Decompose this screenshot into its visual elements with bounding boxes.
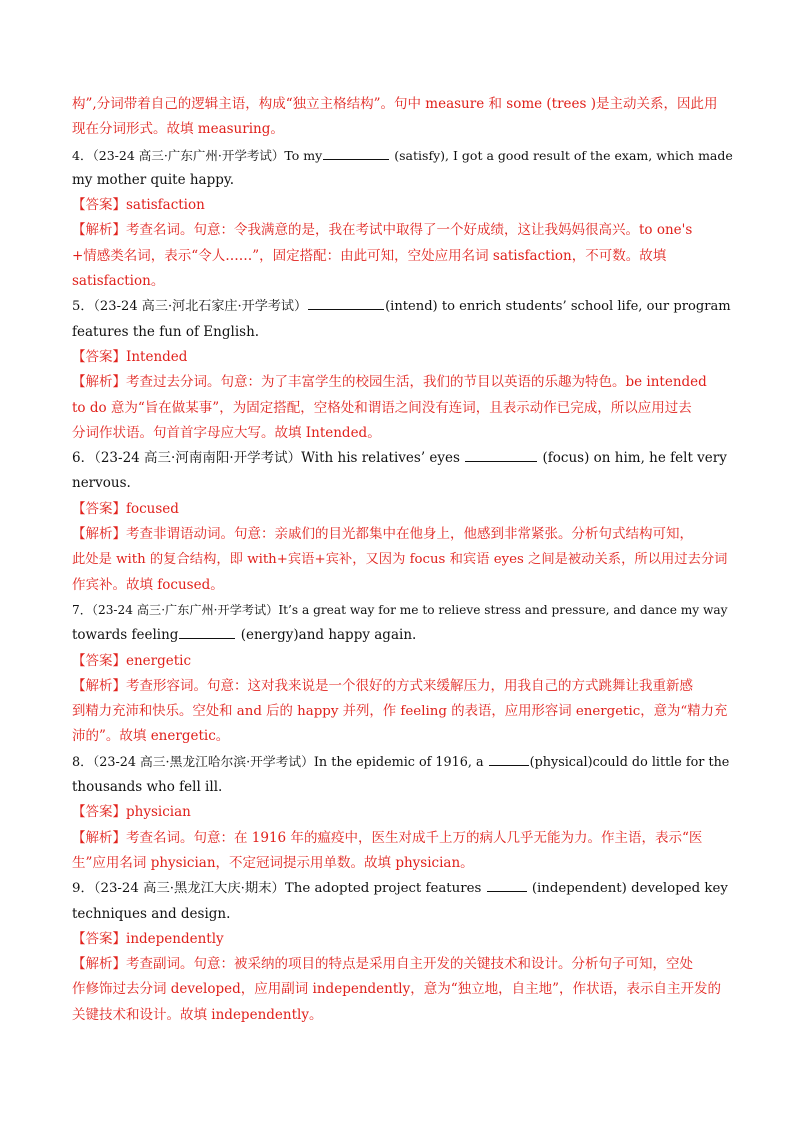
intro-line-2: 现在分词形式。故填 measuring。 bbox=[72, 121, 284, 138]
answer-blank bbox=[323, 145, 389, 160]
answer-line: 【答案】Intended bbox=[72, 348, 188, 365]
answer-blank bbox=[308, 295, 384, 310]
analysis-line: 【解析】考查形容词。句意：这对我来说是一个很好的方式来缓解压力，用我自己的方式跳舞让我重新感 bbox=[72, 677, 693, 694]
analysis-line: 【解析】考查过去分词。句意：为了丰富学生的校园生活，我们的节目以英语的乐趣为特色。be intended bbox=[72, 374, 707, 391]
question-block bbox=[72, 598, 728, 750]
analysis-line: 到精力充沛和快乐。空处和 and 后的 happy 并列，作 feeling 的表语，应用形容词 energetic，意为“精力充 bbox=[72, 704, 728, 720]
answer-blank bbox=[465, 447, 537, 462]
question-line: 7．（23-24 高三·广东广州·开学考试）It’s a great way for me to relieve stress and pressure, and dance my way bbox=[72, 602, 728, 617]
answer-line: 【答案】energetic bbox=[72, 652, 192, 669]
question-block bbox=[72, 446, 728, 598]
analysis-line: 作宾补。故填 focused。 bbox=[72, 576, 224, 593]
analysis-line: to do 意为“旨在做某事”，为固定搭配，空格处和谓语之间没有连词，且表示动作已完成，所以应用过去 bbox=[72, 399, 692, 416]
question-block bbox=[72, 143, 733, 295]
analysis-line: 生”应用名词 physician，不定冠词提示用单数。故填 physician。 bbox=[72, 854, 474, 871]
answer-line: 【答案】focused bbox=[72, 500, 179, 517]
question-block bbox=[72, 750, 728, 876]
analysis-line: 沛的”。故填 energetic。 bbox=[72, 728, 230, 745]
question-line: towards feeling (energy)and happy again. bbox=[72, 623, 728, 648]
answer-blank bbox=[179, 624, 235, 639]
analysis-line: satisfaction。 bbox=[72, 273, 165, 290]
analysis-line: +情感类名词，表示“令人……”，固定搭配：由此可知，空处应用名词 satisfaction，不可数。故填 bbox=[72, 247, 667, 264]
analysis-line: 关键技术和设计。故填 independently。 bbox=[72, 1006, 323, 1023]
question-line: my mother quite happy. bbox=[72, 171, 235, 188]
answer-line: 【答案】physician bbox=[72, 804, 191, 821]
answer-line: 【答案】satisfaction bbox=[72, 197, 205, 214]
analysis-line: 作修饰过去分词 developed，应用副词 independently，意为“独立地，自主地”，作状语，表示自主开发的 bbox=[72, 981, 722, 998]
analysis-line: 分词作状语。句首首字母应大写。故填 Intended。 bbox=[72, 424, 381, 441]
analysis-line: 【解析】考查名词。句意：令我满意的是，我在考试中取得了一个好成绩，这让我妈妈很高兴。to one's bbox=[72, 222, 693, 239]
question-line: features the fun of English. bbox=[72, 323, 260, 340]
question-line: 4．（23-24 高三·广东广州·开学考试）To my (satisfy), I got a good result of the exam, which made bbox=[72, 143, 728, 168]
question-line: 8．（23-24 高三·黑龙江哈尔滨·开学考试）In the epidemic of 1916, a (physical)could do little for the bbox=[72, 750, 728, 775]
question-line: 9．（23-24 高三·黑龙江大庆·期末）The adopted project features (independent) developed key bbox=[72, 876, 728, 901]
question-block bbox=[72, 876, 728, 1028]
document-page bbox=[72, 92, 733, 1028]
intro-line-1: 构”,分词带着自己的逻辑主语，构成“独立主格结构”。句中 measure 和 some (trees )是主动关系，因此用 bbox=[72, 96, 718, 112]
question-block bbox=[72, 294, 731, 446]
question-line: 5．（23-24 高三·河北石家庄·开学考试） (intend) to enrich students’ school life, our program bbox=[72, 294, 728, 319]
answer-blank bbox=[489, 751, 529, 766]
analysis-line: 此处是 with 的复合结构，即 with+宾语+宾补，又因为 focus 和宾语 eyes 之间是被动关系，所以用过去分词 bbox=[72, 552, 728, 568]
question-line: 6．（23-24 高三·河南南阳·开学考试）With his relatives’ eyes (focus) on him, he felt very bbox=[72, 446, 728, 471]
answer-blank bbox=[487, 877, 527, 892]
question-line: techniques and design. bbox=[72, 905, 231, 922]
answer-line: 【答案】independently bbox=[72, 930, 224, 947]
question-line: nervous. bbox=[72, 475, 131, 492]
analysis-line: 【解析】考查副词。句意：被采纳的项目的特点是采用自主开发的关键技术和设计。分析句子可知，空处 bbox=[72, 956, 693, 973]
analysis-line: 【解析】考查非谓语动词。句意：亲戚们的目光都集中在他身上，他感到非常紧张。分析句式结构可知， bbox=[72, 526, 693, 543]
question-line: thousands who fell ill. bbox=[72, 779, 223, 796]
analysis-line: 【解析】考查名词。句意：在 1916 年的瘟疫中，医生对成千上万的病人几乎无能为力。作主语，表示“医 bbox=[72, 829, 703, 846]
